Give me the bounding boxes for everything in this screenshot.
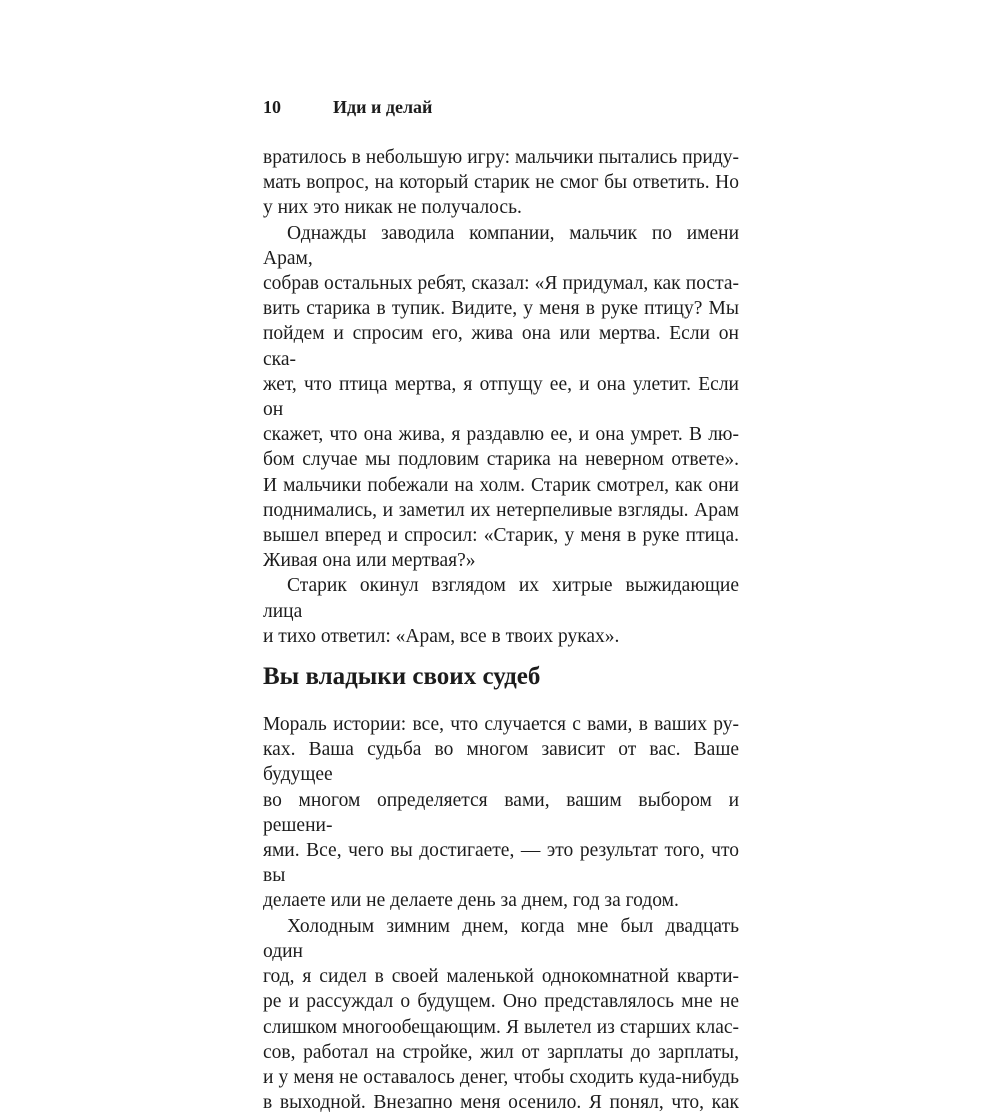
text-line: год, я сидел в своей маленькой однокомнатной кварти- [263,966,739,988]
text-line: делаете или не делаете день за днем, год за годом. [263,890,679,912]
text-line: вышел вперед и спросил: «Старик, у меня в руке птица. [263,525,739,547]
paragraph [263,914,739,1115]
text-line: жет, что птица мертва, я отпущу ее, и она улетит. Если он [263,373,739,421]
text-line: ре и рассуждал о будущем. Оно представлялось мне не [263,991,739,1013]
text-line: Старик окинул взглядом их хитрые выжидающие лица [263,575,739,622]
paragraph [263,573,739,649]
text-line: и у меня не оставалось денег, чтобы сходить куда-нибудь [263,1066,739,1088]
text-column [263,96,739,1115]
text-body [263,145,739,1115]
text-line: и тихо ответил: «Арам, все в твоих руках». [263,625,620,647]
text-line: во многом определяется вами, вашим выбором и решени- [263,789,739,836]
paragraph [263,221,739,574]
text-line: вратилось в небольшую игру: мальчики пытались приду- [263,147,739,168]
text-line: поднимались, и заметил их нетерпеливые взгляды. Арам [263,499,739,521]
text-line: Однажды заводила компании, мальчик по имени Арам, [263,222,739,269]
page-number: 10 [263,97,281,117]
text-line: собрав остальных ребят, сказал: «Я придумал, как поста- [263,273,739,295]
text-line: И мальчики побежали на холм. Старик смотрел, как они [263,474,739,496]
section-heading: Вы владыки своих судеб [263,663,541,691]
text-line: мать вопрос, на который старик не смог бы ответить. Но [263,172,739,194]
text-line: ках. Ваша судьба во многом зависит от вас. Ваше будущее [263,739,739,786]
text-line: скажет, что она жива, я раздавлю ее, и она умрет. В лю- [263,424,739,446]
text-line: у них это никак не получалось. [263,197,522,219]
paragraph [263,145,739,221]
text-line: в выходной. Внезапно меня осенило. Я понял, что, как [263,1092,739,1114]
running-title: Иди и делай [333,97,433,117]
page-header [263,96,739,118]
text-line: Мораль истории: все, что случается с вами, в ваших ру- [263,714,739,736]
text-line: Живая она или мертвая?» [263,550,476,572]
text-line: пойдем и спросим его, жива она или мертва. Если он ска- [263,323,739,370]
text-line: ями. Все, чего вы достигаете, — это результат того, что вы [263,840,739,887]
paragraph [263,712,739,914]
text-line: Холодным зимним днем, когда мне был двадцать один [263,915,739,962]
text-line: вить старика в тупик. Видите, у меня в руке птицу? Мы [263,298,739,320]
text-line: бом случае мы подловим старика на неверном ответе». [263,449,739,471]
text-line: слишком многообещающим. Я вылетел из старших клас- [263,1016,739,1038]
text-line: сов, работал на стройке, жил от зарплаты до зарплаты, [263,1041,739,1063]
